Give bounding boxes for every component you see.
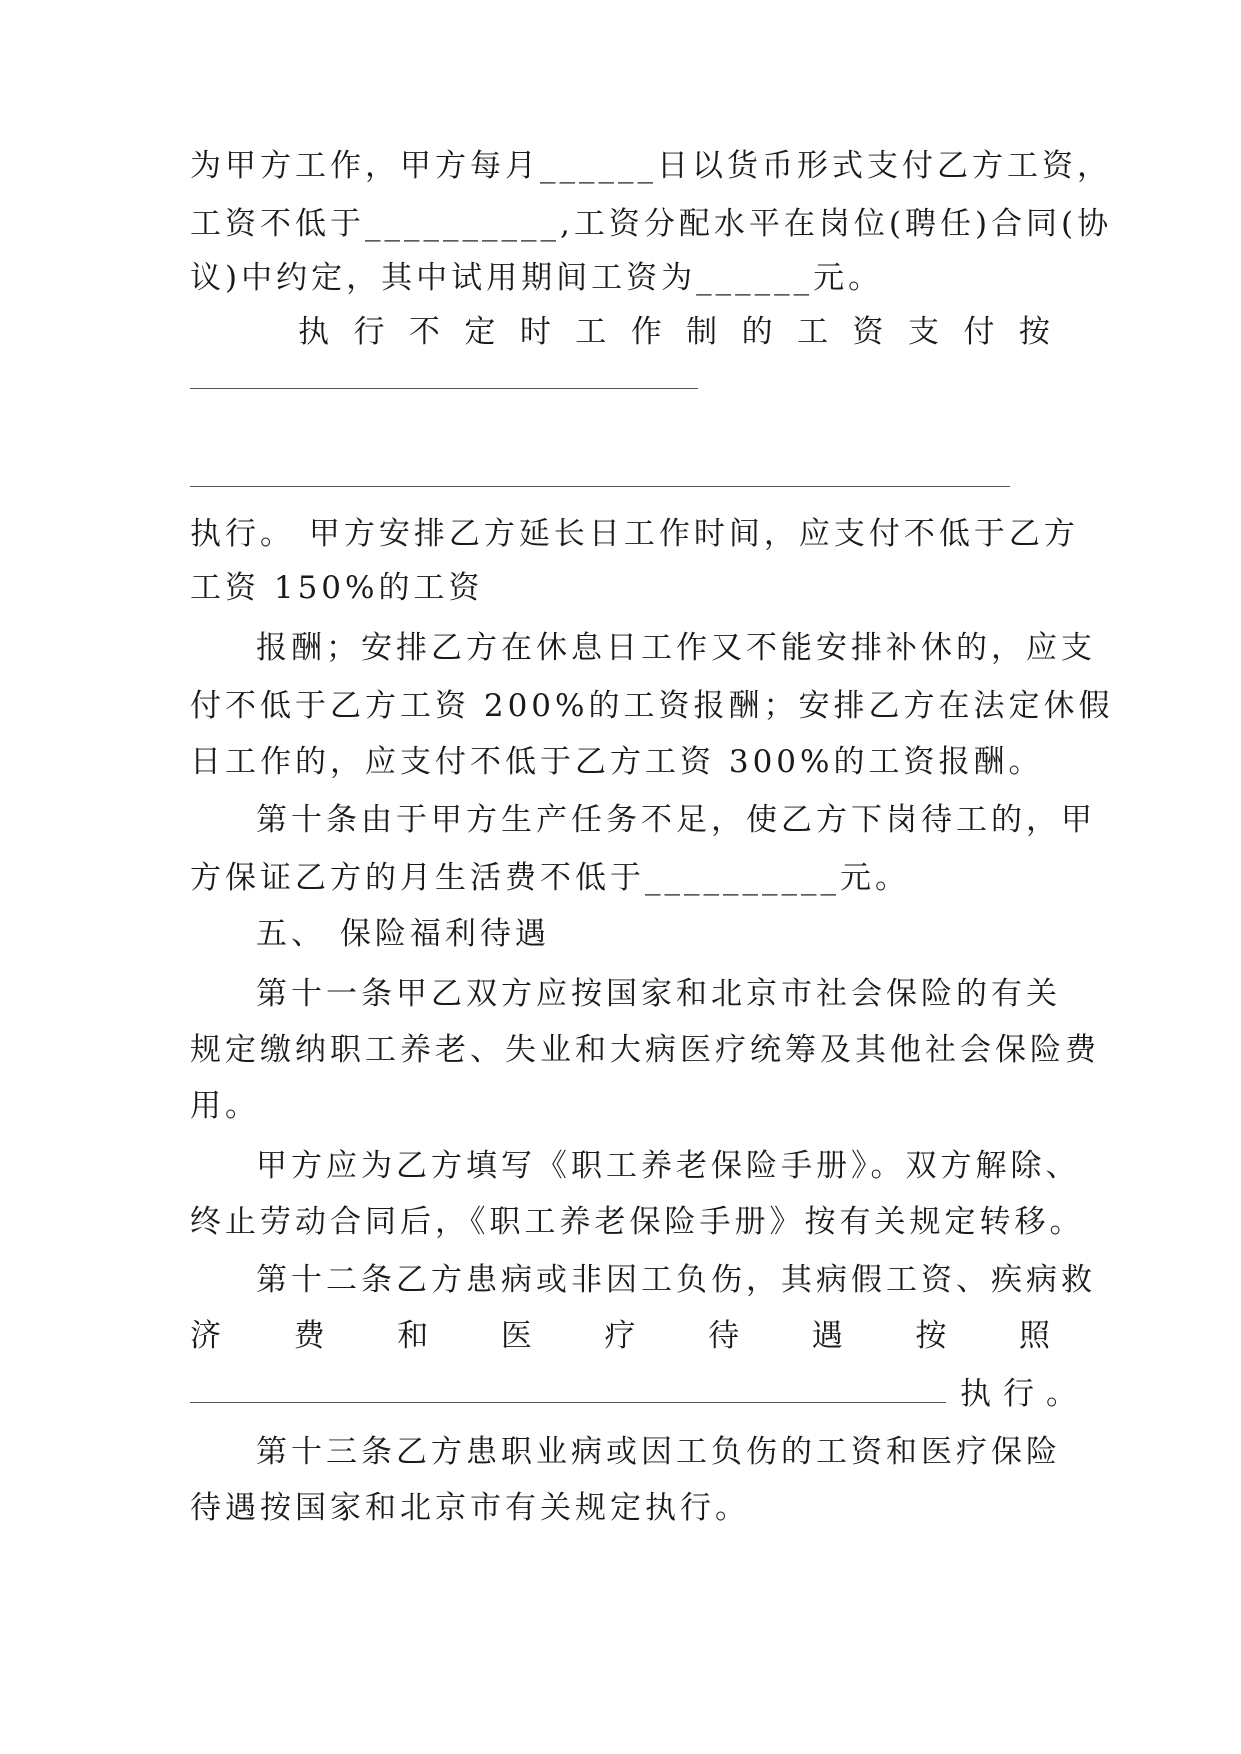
spread-char: 付 (963, 314, 995, 350)
spread-char: 按 (1018, 314, 1050, 350)
spread-char: 疗 (604, 1318, 636, 1354)
paragraph-line: 甲方应为乙方填写《职工养老保险手册》。双方解除、 (256, 1148, 1081, 1184)
spread-char: 费 (293, 1318, 325, 1354)
spread-char: 医 (500, 1318, 532, 1354)
paragraph-line: 报酬；安排乙方在休息日工作又不能安排补休的，应支 (256, 630, 1096, 666)
paragraph-line: 待遇按国家和北京市有关规定执行。 (190, 1490, 750, 1526)
spread-char: 济 (190, 1318, 221, 1354)
paragraph-line: 议)中约定，其中试用期间工资为______元。 (190, 260, 884, 296)
paragraph-line: 第十二条乙方患病或非因工负伤，其病假工资、疾病救 (256, 1262, 1096, 1298)
spread-char: 作 (630, 314, 662, 350)
paragraph-line: 用。 (190, 1088, 260, 1124)
spread-char: 制 (686, 314, 718, 350)
spread-char: 支 (907, 314, 939, 350)
spread-char: 照 (1019, 1318, 1050, 1354)
spread-char: 的 (741, 314, 773, 350)
spread-char: 和 (397, 1318, 429, 1354)
spread-char: 遇 (811, 1318, 843, 1354)
paragraph-line: 第十一条甲乙双方应按国家和北京市社会保险的有关 (256, 976, 1061, 1012)
paragraph-line: 付不低于乙方工资 200%的工资报酬；安排乙方在法定休假 (190, 688, 1114, 724)
spread-char: 待 (708, 1318, 740, 1354)
paragraph-line-end: 执行。 (960, 1376, 1089, 1412)
spread-line-wage-payment (298, 312, 1050, 352)
paragraph-line: 终止劳动合同后，《职工养老保险手册》按有关规定转移。 (190, 1204, 1085, 1240)
spread-char: 按 (915, 1318, 947, 1354)
spread-char: 定 (464, 314, 496, 350)
paragraph-line: 日工作的，应支付不低于乙方工资 300%的工资报酬。 (190, 744, 1044, 780)
paragraph-line: 执行。 甲方安排乙方延长日工作时间，应支付不低于乙方 (190, 516, 1079, 552)
spread-char: 执 (298, 314, 329, 350)
paragraph-line: 第十条由于甲方生产任务不足，使乙方下岗待工的，甲 (256, 802, 1096, 838)
paragraph-line: 工资不低于__________,工资分配水平在岗位(聘任)合同(协 (190, 206, 1113, 242)
spread-char: 时 (519, 314, 551, 350)
fill-in-rule (190, 388, 698, 389)
paragraph-line: 为甲方工作，甲方每月______日以货币形式支付乙方工资， (190, 148, 1112, 184)
spread-line-medical (190, 1316, 1050, 1356)
paragraph-line: 方保证乙方的月生活费不低于__________元。 (190, 860, 910, 896)
spread-char: 工 (575, 314, 607, 350)
section-heading: 五、 保险福利待遇 (256, 916, 550, 952)
fill-in-rule (190, 1402, 946, 1403)
spread-char: 资 (852, 314, 884, 350)
paragraph-line: 规定缴纳职工养老、失业和大病医疗统筹及其他社会保险费 (190, 1032, 1100, 1068)
spread-char: 行 (353, 314, 385, 350)
fill-in-rule (190, 486, 1010, 487)
spread-char: 不 (408, 314, 440, 350)
paragraph-line: 工资 150%的工资 (190, 570, 484, 606)
spread-char: 工 (797, 314, 829, 350)
paragraph-line: 第十三条乙方患职业病或因工负伤的工资和医疗保险 (256, 1434, 1061, 1470)
